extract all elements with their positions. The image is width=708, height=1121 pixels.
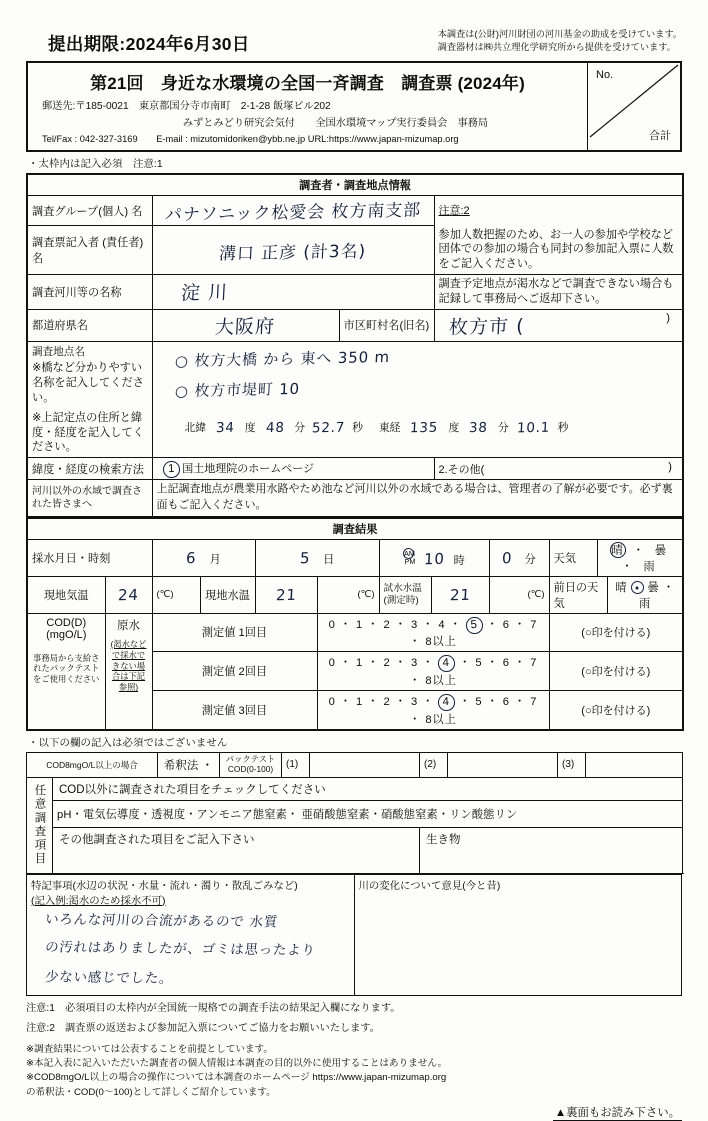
prev-weather-option-cloudy[interactable]: 曇 bbox=[647, 581, 660, 594]
scale-0-row3[interactable]: 0 bbox=[328, 695, 336, 708]
other-water-body: 上記調査地点が農業用水路やため池など河川以外の水域である場合は、管理者の了解が必要です。必ず裏面もご記入ください。 bbox=[152, 480, 683, 517]
river-name-row bbox=[27, 275, 683, 310]
sample-temp-label-2: (測定時) bbox=[383, 594, 419, 606]
longitude-second-unit: 秒 bbox=[557, 422, 569, 435]
results-section-header-row bbox=[27, 518, 683, 539]
prev-weather-options[interactable] bbox=[608, 577, 683, 613]
prev-weather-label: 前日の天気 bbox=[550, 577, 608, 613]
survey-point-label-cell bbox=[27, 341, 152, 457]
backside-notice-wrap bbox=[26, 1100, 682, 1120]
scale-2-row2[interactable]: 2 bbox=[383, 657, 391, 670]
prev-weather-option-sunny[interactable]: 晴 bbox=[615, 581, 628, 594]
scale-3-row3[interactable]: 3 bbox=[410, 695, 419, 708]
latitude-label: 北緯 bbox=[184, 422, 207, 435]
sampling-hour-field[interactable] bbox=[379, 539, 489, 576]
optional-vertical-label-cell bbox=[27, 777, 53, 873]
day-unit: 日 bbox=[323, 553, 335, 566]
prev-weather-selected-marker bbox=[631, 581, 644, 594]
results-table bbox=[26, 518, 684, 731]
latitude-degree-unit: 度 bbox=[244, 422, 256, 435]
scale-6-row3[interactable]: 6 bbox=[502, 695, 510, 708]
title-left bbox=[28, 63, 588, 150]
creature-label: 生き物 bbox=[426, 833, 461, 846]
cod-measure-row-1 bbox=[27, 613, 683, 652]
special-remarks-example: (記入例:渇水のため採水不可) bbox=[31, 895, 166, 907]
survey-point-line-2-wrap bbox=[157, 369, 679, 400]
air-temp-field[interactable] bbox=[105, 576, 152, 613]
river-note: 調査予定地点が渇水などで調査できない場合も記録して事務局へご返却下さい。 bbox=[438, 278, 674, 305]
sampling-day-value: 5 bbox=[299, 548, 311, 567]
scale-1-row2[interactable]: 1 bbox=[356, 657, 364, 670]
scale-6-row2[interactable]: 6 bbox=[502, 657, 510, 670]
group-name-field[interactable] bbox=[152, 196, 434, 226]
other-water-label: 河川以外の水域で調査された皆さまへ bbox=[27, 480, 152, 517]
search-option-2-close: ) bbox=[668, 460, 673, 473]
survey-point-note-2: ※上記定点の住所と緯度・経度を記入してください。 bbox=[32, 412, 144, 454]
optional-notice: ・以下の欄の記入は必須ではございません bbox=[28, 737, 228, 749]
prefecture-field[interactable] bbox=[152, 309, 339, 341]
check-prompt-row bbox=[27, 777, 683, 800]
water-temp-value: 21 bbox=[275, 585, 297, 604]
remarks-table bbox=[26, 874, 682, 996]
no-label: No. bbox=[596, 69, 614, 82]
investigator-table bbox=[26, 173, 684, 517]
longitude-degree-unit: 度 bbox=[448, 422, 460, 435]
scale-5-row2[interactable]: 5 bbox=[475, 657, 483, 670]
sampling-month-value: 6 bbox=[185, 548, 197, 567]
scale-1-row1[interactable]: 1 bbox=[356, 618, 364, 631]
search-option-1-circle: 1 bbox=[162, 460, 180, 478]
note2-title: 注意:2 bbox=[438, 204, 470, 217]
measure-label-2: 測定値 2回目 bbox=[152, 652, 317, 691]
scale-8-row1[interactable]: 8以上 bbox=[425, 636, 457, 649]
city-label: 市区町村名(旧名) bbox=[339, 309, 434, 341]
dilution-slot-2-label: (2) bbox=[420, 752, 448, 777]
dilution-slot-1-label: (1) bbox=[282, 752, 310, 777]
scale-8-row3[interactable]: 8以上 bbox=[425, 713, 457, 726]
cod-label: COD(D) bbox=[46, 616, 87, 629]
scale-5-row3[interactable]: 5 bbox=[475, 695, 483, 708]
weather-option-cloudy[interactable]: 曇 bbox=[654, 544, 670, 557]
longitude-minutes: 38 bbox=[468, 419, 489, 436]
measure-label-1: 測定値 1回目 bbox=[152, 613, 317, 652]
top-header bbox=[26, 0, 682, 61]
group-name-row bbox=[27, 196, 683, 226]
weather-inner-table bbox=[550, 540, 683, 576]
sampling-datetime-label: 採水月日・時刻 bbox=[27, 539, 152, 576]
weather-inner-row bbox=[550, 540, 683, 576]
measure-hint-2: (○印を付ける) bbox=[549, 652, 683, 691]
creature-cell[interactable] bbox=[420, 827, 683, 873]
sampling-hour-value: 10 bbox=[423, 549, 445, 568]
measure-scale-2[interactable]: 0 ・ 1 ・ 2 ・ 3 ・ 4 ・ 5 ・ 6 ・ 7 ・ 8以上 bbox=[317, 652, 549, 691]
temperature-row bbox=[27, 576, 683, 613]
note2-body-cell bbox=[434, 226, 683, 275]
air-temp-value: 24 bbox=[117, 585, 140, 604]
survey-point-line-2: ○ 枚方市堤町 10 bbox=[174, 379, 300, 400]
search-option-1[interactable] bbox=[152, 457, 434, 480]
footer-small-note-4: の希釈法・COD(0～100)として詳しくご紹介しています。 bbox=[26, 1086, 276, 1098]
total-label: 合計 bbox=[649, 130, 671, 143]
scale-1-row3[interactable]: 1 bbox=[356, 695, 364, 708]
packtest-label-line-1: パックテスト bbox=[225, 753, 276, 764]
survey-point-note-1: ※橋など分かりやすい名称を記入してください。 bbox=[32, 362, 144, 404]
other-items-row bbox=[27, 827, 683, 873]
special-remarks-cell[interactable] bbox=[27, 874, 355, 995]
prev-weather-inner-table bbox=[550, 577, 683, 613]
river-name-value: 淀 川 bbox=[179, 281, 229, 305]
river-name-field[interactable] bbox=[152, 275, 434, 310]
raw-water-cell bbox=[105, 613, 152, 730]
survey-point-line-1-wrap bbox=[157, 348, 679, 369]
water-temp-label: 現地水温 bbox=[200, 576, 255, 613]
footer-small-note-1: ※調査結果については公表することを前提としています。 bbox=[26, 1043, 273, 1055]
grant-line-1: 本調査は(公財)河川財団の河川基金の助成を受けています。 bbox=[437, 29, 682, 39]
dilution-method-label: 希釈法 ・ bbox=[158, 752, 220, 777]
scale-7-row1[interactable]: 7 bbox=[530, 618, 538, 631]
air-temp-unit: (℃) bbox=[152, 576, 200, 613]
footer-notes bbox=[26, 996, 682, 1038]
longitude-minute-unit: 分 bbox=[497, 422, 509, 435]
special-remarks-value bbox=[31, 907, 350, 993]
latitude-minutes: 48 bbox=[265, 419, 285, 436]
dilution-condition: COD8mgO/L以上の場合 bbox=[27, 752, 158, 777]
scale-0-row2[interactable]: 0 bbox=[328, 657, 336, 670]
cod-unit: (mgO/L) bbox=[46, 628, 87, 641]
scale-7-row3[interactable]: 7 bbox=[530, 695, 538, 708]
grant-line-2: 調査器材は㈱共立理化学研究所から提供を受けています。 bbox=[437, 42, 676, 53]
optional-items-list[interactable]: pH・電気伝導度・透視度・アンモニア態窒素・ 亜硝酸態窒素・硝酸態窒素・リン酸態リン bbox=[53, 800, 683, 827]
page-title: 第21回 身近な水環境の全国一斉調査 調査票 (2024年) bbox=[90, 74, 525, 94]
writer-name-label: 調査票記入者 (責任者) 名 bbox=[27, 226, 152, 275]
measure-scale-3[interactable]: 0 ・ 1 ・ 2 ・ 3 ・ 4 ・ 5 ・ 6 ・ 7 ・ 8以上 bbox=[317, 690, 549, 729]
sample-temp-value: 21 bbox=[449, 585, 471, 604]
scale-4-row3-selected[interactable]: 4 bbox=[438, 694, 456, 712]
survey-point-line-1: ○ 枚方大橋 から 東へ 350 m bbox=[174, 347, 390, 370]
title-box bbox=[26, 61, 682, 152]
coordinates-row[interactable] bbox=[157, 400, 679, 436]
results-section-title: 調査結果 bbox=[27, 518, 683, 539]
dilution-row bbox=[27, 752, 683, 777]
search-option-2[interactable] bbox=[434, 457, 683, 480]
am-pm-toggle[interactable] bbox=[403, 547, 416, 566]
mailing-address-2: みずとみどり研究会気付 全国水環境マップ実行委員会 事務局 bbox=[182, 117, 489, 129]
scale-8-row2[interactable]: 8以上 bbox=[425, 674, 457, 687]
footer-small-note-3: ※COD8mgO/L以上の場合の操作については本調査のホームページ https://www.japan-mizumap.org bbox=[26, 1072, 447, 1084]
weather-cell bbox=[549, 539, 683, 576]
search-option-2-label: 2.その他( bbox=[438, 463, 485, 476]
dilution-slot-3-field[interactable] bbox=[586, 752, 683, 777]
longitude-label: 東経 bbox=[378, 422, 401, 435]
minute-unit: 分 bbox=[524, 553, 536, 566]
backside-notice: ▲裏面もお読み下さい。 bbox=[554, 1107, 680, 1120]
scale-7-row2[interactable]: 7 bbox=[530, 657, 538, 670]
am-label: AM bbox=[403, 548, 416, 559]
special-remarks-line-3: 少ない感じでした。 bbox=[44, 969, 175, 987]
scale-0-row1[interactable]: 0 bbox=[328, 618, 336, 631]
prev-weather-sep: ・ bbox=[662, 581, 675, 594]
grant-note bbox=[438, 28, 682, 56]
scale-5-row1-selected[interactable]: 5 bbox=[465, 616, 483, 634]
weather-option-sunny[interactable]: 晴 bbox=[610, 542, 628, 557]
sample-temp-unit: (℃) bbox=[489, 576, 549, 613]
other-items-cell[interactable] bbox=[53, 827, 420, 873]
scale-4-row2-selected[interactable]: 4 bbox=[438, 655, 456, 673]
note2-title-cell bbox=[434, 196, 683, 226]
optional-table bbox=[26, 752, 683, 874]
footer-small-notes bbox=[26, 1038, 682, 1101]
sampling-day-field[interactable] bbox=[255, 539, 379, 576]
packtest-label-cell bbox=[220, 752, 282, 777]
survey-point-label: 調査地点名 bbox=[32, 345, 85, 358]
latitude-minute-unit: 分 bbox=[294, 422, 306, 435]
scale-2-row1[interactable]: 2 bbox=[383, 618, 391, 631]
latitude-degrees: 34 bbox=[215, 419, 236, 436]
optional-items-row bbox=[27, 800, 683, 827]
prefecture-value: 大阪府 bbox=[214, 315, 277, 339]
writer-name-value: 溝口 正彦 (計3名) bbox=[218, 241, 367, 265]
scale-3-row1[interactable]: 3 bbox=[410, 618, 419, 631]
weather-label: 天気 bbox=[550, 540, 598, 576]
latitude-seconds: 52.7 bbox=[311, 419, 346, 436]
air-temp-label: 現地気温 bbox=[27, 576, 105, 613]
no-total-box bbox=[588, 63, 680, 150]
writer-name-field[interactable] bbox=[152, 226, 434, 275]
note2-body: 参加人数把握のため、お一人の参加や学校など団体での参加の場合も同封の参加記入票に人数をご記入ください。 bbox=[438, 228, 674, 271]
prev-weather-option-rain[interactable]: 雨 bbox=[639, 597, 651, 610]
pm-label: PM bbox=[404, 556, 416, 566]
survey-point-field[interactable] bbox=[152, 341, 683, 457]
river-name-label: 調査河川等の名称 bbox=[27, 275, 152, 310]
city-paren-close: ) bbox=[666, 311, 671, 324]
contact-info: Tel/Fax : 042-327-3169 E-mail : mizutomidoriken@ybb.ne.jp URL:https://www.japan-mizumap.org bbox=[42, 134, 459, 145]
prev-weather-inner-row bbox=[550, 577, 683, 613]
special-remarks-line-2: の汚れはありましたが、ゴミは思ったより bbox=[44, 939, 317, 959]
footer-note-1: 注意:1 必須項目の太枠内が全国統一規格での調査手法の結果記入欄になります。 bbox=[26, 1002, 401, 1014]
dilution-slot-3-label: (3) bbox=[558, 752, 586, 777]
prefecture-row bbox=[27, 309, 683, 341]
group-name-label: 調査グループ(個人) 名 bbox=[27, 196, 152, 226]
sampling-minute-value: 0 bbox=[501, 548, 513, 567]
writer-name-row bbox=[27, 226, 683, 275]
dilution-slot-2-field[interactable] bbox=[448, 752, 558, 777]
raw-water-note: (渇水などで採水できない場合は下記参照) bbox=[110, 638, 147, 693]
sampling-minute-field[interactable] bbox=[489, 539, 549, 576]
weather-options[interactable] bbox=[598, 540, 683, 576]
measure-scale-1[interactable]: 0 ・ 1 ・ 2 ・ 3 ・ 4 ・ 5 ・ 6 ・ 7 ・ 8以上 bbox=[317, 613, 549, 652]
packtest-label-line-2: COD(0-100) bbox=[227, 763, 274, 774]
measure-hint-3: (○印を付ける) bbox=[549, 690, 683, 729]
search-option-1-label: 国土地理院のホームページ bbox=[182, 462, 315, 475]
city-value: 枚方市 ( bbox=[447, 314, 525, 339]
scale-6-row1[interactable]: 6 bbox=[502, 618, 510, 631]
measure-hint-1: (○印を付ける) bbox=[549, 613, 683, 652]
footer-note-2: 注意:2 調査票の返送および参加記入票についてご協力をお願いいたします。 bbox=[26, 1023, 380, 1035]
river-change-cell[interactable] bbox=[354, 874, 682, 995]
river-change-label: 川の変化について意見(今と昔) bbox=[358, 880, 501, 892]
raw-water-label: 原水 bbox=[117, 619, 140, 632]
city-field[interactable] bbox=[434, 309, 683, 341]
mailing-address-1: 郵送先:〒185-0021 東京都国分寺市南町 2-1-28 飯塚ビル202 bbox=[42, 101, 331, 113]
sample-temp-field[interactable] bbox=[431, 576, 489, 613]
sampling-datetime-row bbox=[27, 539, 683, 576]
mailing-info bbox=[28, 99, 587, 150]
sample-temp-label: 試水水温 bbox=[383, 582, 422, 594]
water-temp-field[interactable] bbox=[255, 576, 317, 613]
investigator-section-header-row bbox=[27, 174, 683, 196]
prefecture-label: 都道府県名 bbox=[27, 309, 152, 341]
sample-temp-label-cell bbox=[379, 576, 431, 613]
other-items-label: その他調査された項目をご記入下さい bbox=[59, 833, 255, 846]
weather-option-rain[interactable]: 雨 bbox=[643, 560, 659, 573]
check-prompt: COD以外に調査された項目をチェックしてください bbox=[53, 777, 683, 800]
survey-point-row bbox=[27, 341, 683, 457]
special-remarks-line-1: いろんな河川の合流があるので 水質 bbox=[44, 911, 279, 930]
coordinate-search-row bbox=[27, 457, 683, 480]
weather-sep-2: ・ bbox=[621, 560, 637, 573]
other-water-row bbox=[27, 480, 683, 517]
scale-4-row1[interactable]: 4 bbox=[438, 618, 446, 631]
prev-weather-cell bbox=[549, 576, 683, 613]
river-note-cell bbox=[434, 275, 683, 310]
cod-note: 事務局から支給されたパックテストをご使用ください bbox=[33, 652, 100, 685]
sampling-month-field[interactable] bbox=[152, 539, 255, 576]
submission-deadline: 提出期限:2024年6月30日 bbox=[48, 34, 250, 55]
measure-label-3: 測定値 3回目 bbox=[152, 690, 317, 729]
cod-label-cell bbox=[27, 613, 105, 730]
investigator-section-title: 調査者・調査地点情報 bbox=[27, 174, 683, 196]
remarks-row bbox=[27, 874, 682, 995]
group-name-value: パナソニック松愛会 枚方南支部 bbox=[164, 200, 422, 226]
dilution-slot-1-field[interactable] bbox=[310, 752, 420, 777]
latitude-second-unit: 秒 bbox=[352, 422, 363, 435]
water-temp-unit: (℃) bbox=[317, 576, 379, 613]
footer-small-note-2: ※本記入表に記入いただいた調査者の個人情報は本調査の目的以外に使用することはありません。 bbox=[26, 1058, 448, 1069]
scale-3-row2[interactable]: 3 bbox=[410, 657, 419, 670]
hour-unit: 時 bbox=[453, 554, 465, 567]
longitude-degrees: 135 bbox=[410, 419, 439, 436]
search-method-label: 緯度・経度の検索方法 bbox=[27, 457, 152, 480]
bold-frame-notice: ・太枠内は記入必須 注意:1 bbox=[28, 159, 163, 171]
longitude-seconds: 10.1 bbox=[516, 419, 551, 436]
special-remarks-label: 特記事項(水辺の状況・水量・流れ・濁り・散乱ごみなど) bbox=[31, 880, 298, 892]
month-unit: 月 bbox=[209, 553, 221, 566]
scale-2-row3[interactable]: 2 bbox=[383, 695, 391, 708]
optional-vertical-label: 任意調査項目 bbox=[33, 784, 46, 866]
weather-sep-1: ・ bbox=[632, 544, 648, 557]
